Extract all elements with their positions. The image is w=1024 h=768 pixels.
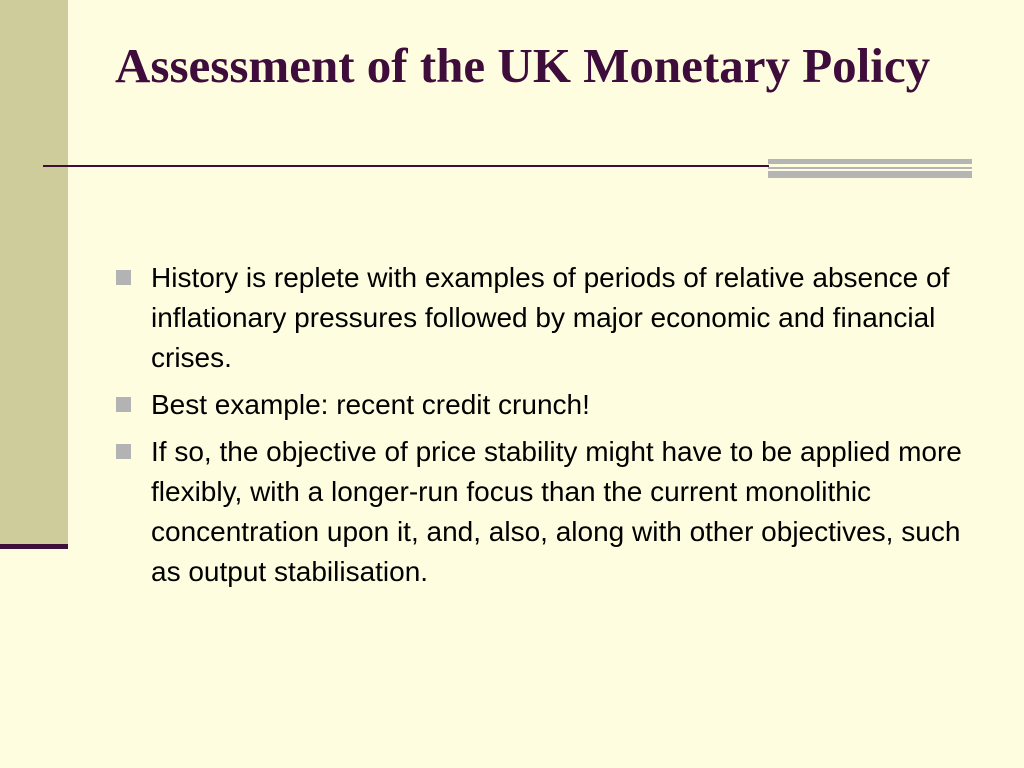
bullet-text: If so, the objective of price stability might have to be applied more flexibly, with a longer-run focus than the current monolithic concentration upon it, and, also, along with other objectives, such as output stabilisation. [151,436,962,587]
bullet-item [114,432,974,592]
accent-bar-middle [768,167,972,169]
bullet-list [114,258,974,599]
bullet-text: Best example: recent credit crunch! [151,389,590,420]
bullet-text: History is replete with examples of periods of relative absence of inflationary pressures followed by major economic and financial crises. [151,262,950,373]
square-bullet-icon [116,444,131,459]
slide-title: Assessment of the UK Monetary Policy [115,38,931,93]
bullet-item [114,385,974,425]
accent-bar-bottom [768,171,972,178]
square-bullet-icon [116,397,131,412]
left-band-underline [0,544,68,549]
title-divider-line [43,165,769,167]
title-accent-bars [768,159,972,179]
accent-bar-top [768,159,972,164]
left-decorative-band [0,0,68,545]
square-bullet-icon [116,270,131,285]
bullet-item [114,258,974,378]
